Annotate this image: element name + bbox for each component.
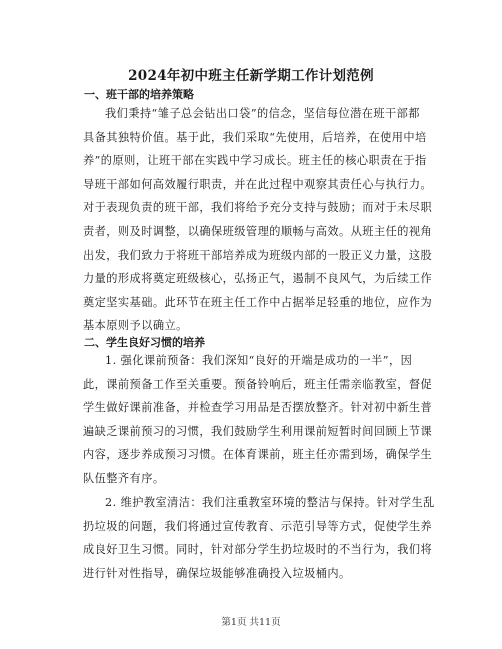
paragraph-line: 我们秉持“雏子总会钻出口袋”的信念，坚信每位潜在班干部都	[105, 107, 420, 120]
section-1-paragraph-1	[83, 102, 433, 338]
paragraph-line: 此，课前预备工作至关重要。预备铃响后，班主任需亲临教室，督促	[83, 377, 433, 391]
section-2-paragraph-2	[83, 491, 435, 585]
paragraph-line: 基本原则予以确立。	[83, 319, 188, 333]
paragraph-line: 具备其独特价值。基于此，我们采取“先使用，后培养，在使用中培	[83, 130, 427, 144]
paragraph-line: 出发，我们致力于将班干部培养成为班级内部的一股正义力量，这股	[83, 248, 433, 262]
paragraph-line: 队伍整齐有序。	[83, 471, 165, 485]
paragraph-line: 力量的形成将奠定班级核心，弘扬正气，遏制不良风气，为后续工作	[83, 272, 433, 286]
paragraph-line: 成良好卫生习惯。同时，针对部分学生扔垃圾时的不当行为，我们将	[83, 543, 433, 557]
paragraph-line: 养”的原则，让班干部在实践中学习成长。班主任的核心职责在于指	[83, 154, 427, 168]
paragraph-line: 内容，逐步养成预习习惯。在体育课前，班主任亦需到场，确保学生	[83, 448, 433, 462]
paragraph-line: 导班干部如何高效履行职责，并在此过程中观察其责任心与执行力。	[83, 177, 433, 191]
page-number-footer: 第1页 共11页	[221, 617, 281, 628]
paragraph-line: 奠定坚实基础。此环节在班主任工作中占据举足轻重的地位，应作为	[83, 295, 433, 309]
paragraph-line: 扔垃圾的问题，我们将通过宣传教育、示范引导等方式，促使学生养	[83, 519, 433, 533]
paragraph-line: 1. 强化课前预备：我们深知“良好的开端是成功的一半”，因	[105, 354, 413, 367]
paragraph-line: 进行针对性指导，确保垃圾能够准确投入垃圾桶内。	[83, 566, 351, 580]
paragraph-line: 遍缺乏课前预习的习惯，我们鼓励学生利用课前短暂时间回顾上节课	[83, 424, 433, 438]
document-title: 2024年初中班主任新学期工作计划范例	[128, 68, 374, 84]
paragraph-line: 2. 维护教室清洁：我们注重教室环境的整洁与保持。针对学生乱	[105, 496, 435, 509]
paragraph-line: 责者，则及时调整，以确保班级管理的顺畅与高效。从班主任的视角	[83, 224, 433, 238]
section-heading-2: 二、学生良好习惯的培养	[84, 336, 205, 349]
paragraph-line: 对于表现负责的班干部，我们将给予充分支持与鼓励；而对于未尽职	[83, 201, 433, 215]
paragraph-line: 学生做好课前准备，并检查学习用品是否摆放整齐。针对初中新生普	[83, 401, 433, 415]
section-heading-1: 一、班干部的培养策略	[84, 88, 194, 101]
section-2-paragraph-1	[83, 349, 433, 491]
